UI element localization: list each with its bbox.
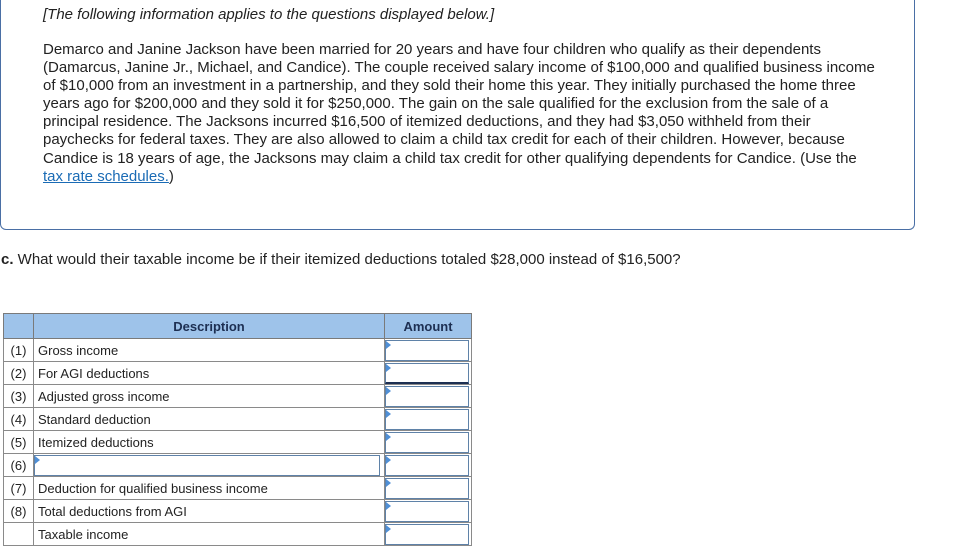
total-deductions-amount-input[interactable] [385,501,469,522]
table-row [4,339,472,362]
amount-cell [385,500,472,523]
question-c [1,251,681,268]
amount-cell [385,523,472,546]
row-number: (2) [4,362,34,385]
row-number: (6) [4,454,34,477]
scenario-text [43,41,879,186]
row-description: Itemized deductions [34,431,385,454]
amount-cell [385,477,472,500]
scenario-tail: ) [168,167,174,185]
row-6-amount-input[interactable] [385,455,469,476]
amount-cell [385,339,472,362]
amount-cell [385,454,472,477]
row-description: Taxable income [34,523,385,546]
row-number: (8) [4,500,34,523]
table-row [4,362,472,385]
table-row [4,500,472,523]
gross-income-amount-input[interactable] [385,340,469,361]
table-row [4,523,472,546]
intro-note: [The following information applies to the questions displayed below.] [43,6,495,23]
itemized-deductions-amount-input[interactable] [385,432,469,453]
amount-cell [385,408,472,431]
table-row [4,408,472,431]
for-agi-deductions-amount-input[interactable] [385,363,469,384]
row-number: (7) [4,477,34,500]
table-row [4,477,472,500]
amount-cell [385,431,472,454]
table-row [4,454,472,477]
row-number: (5) [4,431,34,454]
header-description: Description [34,314,385,339]
row-description: Adjusted gross income [34,385,385,408]
question-text: What would their taxable income be if their itemized deductions totaled $28,000 instead of $16,500? [13,251,681,268]
row-number [4,523,34,546]
table-row [4,431,472,454]
question-label: c. [1,251,14,268]
taxable-income-table [3,313,472,546]
agi-amount-input[interactable] [385,386,469,407]
amount-cell [385,362,472,385]
description-cell [34,454,385,477]
row-6-description-input[interactable] [34,455,380,476]
row-description: Gross income [34,339,385,362]
row-description: Deduction for qualified business income [34,477,385,500]
row-number: (1) [4,339,34,362]
row-number: (3) [4,385,34,408]
table-header-row [4,314,472,339]
table-row [4,385,472,408]
header-amount: Amount [385,314,472,339]
standard-deduction-amount-input[interactable] [385,409,469,430]
row-description: Total deductions from AGI [34,500,385,523]
scenario-body: Demarco and Janine Jackson have been married for 20 years and have four children who qualify as their dependents (Damarcus, Janine Jr., Michael, and Candice). The couple received salary income of $100,000 and qualified business income of $10,000 from an investment in a partnership, and they sold their home this year. They initially purchased the home three years ago for $200,000 and they sold it for $250,000. The gain on the sale qualified for the exclusion from the sale of a principal residence. The Jacksons incurred $16,500 of itemized deductions, and they had $3,050 withheld from their paychecks for federal taxes. They are also allowed to claim a child tax credit for each of their children. However, because Candice is 18 years of age, the Jacksons may claim a child tax credit for other qualifying dependents for Candice. (Use the [43,41,875,167]
row-description: For AGI deductions [34,362,385,385]
row-number: (4) [4,408,34,431]
header-num [4,314,34,339]
tax-rate-schedules-link[interactable]: tax rate schedules. [43,167,169,185]
amount-cell [385,385,472,408]
taxable-income-amount-input[interactable] [385,524,469,545]
row-description: Standard deduction [34,408,385,431]
qbi-deduction-amount-input[interactable] [385,478,469,499]
